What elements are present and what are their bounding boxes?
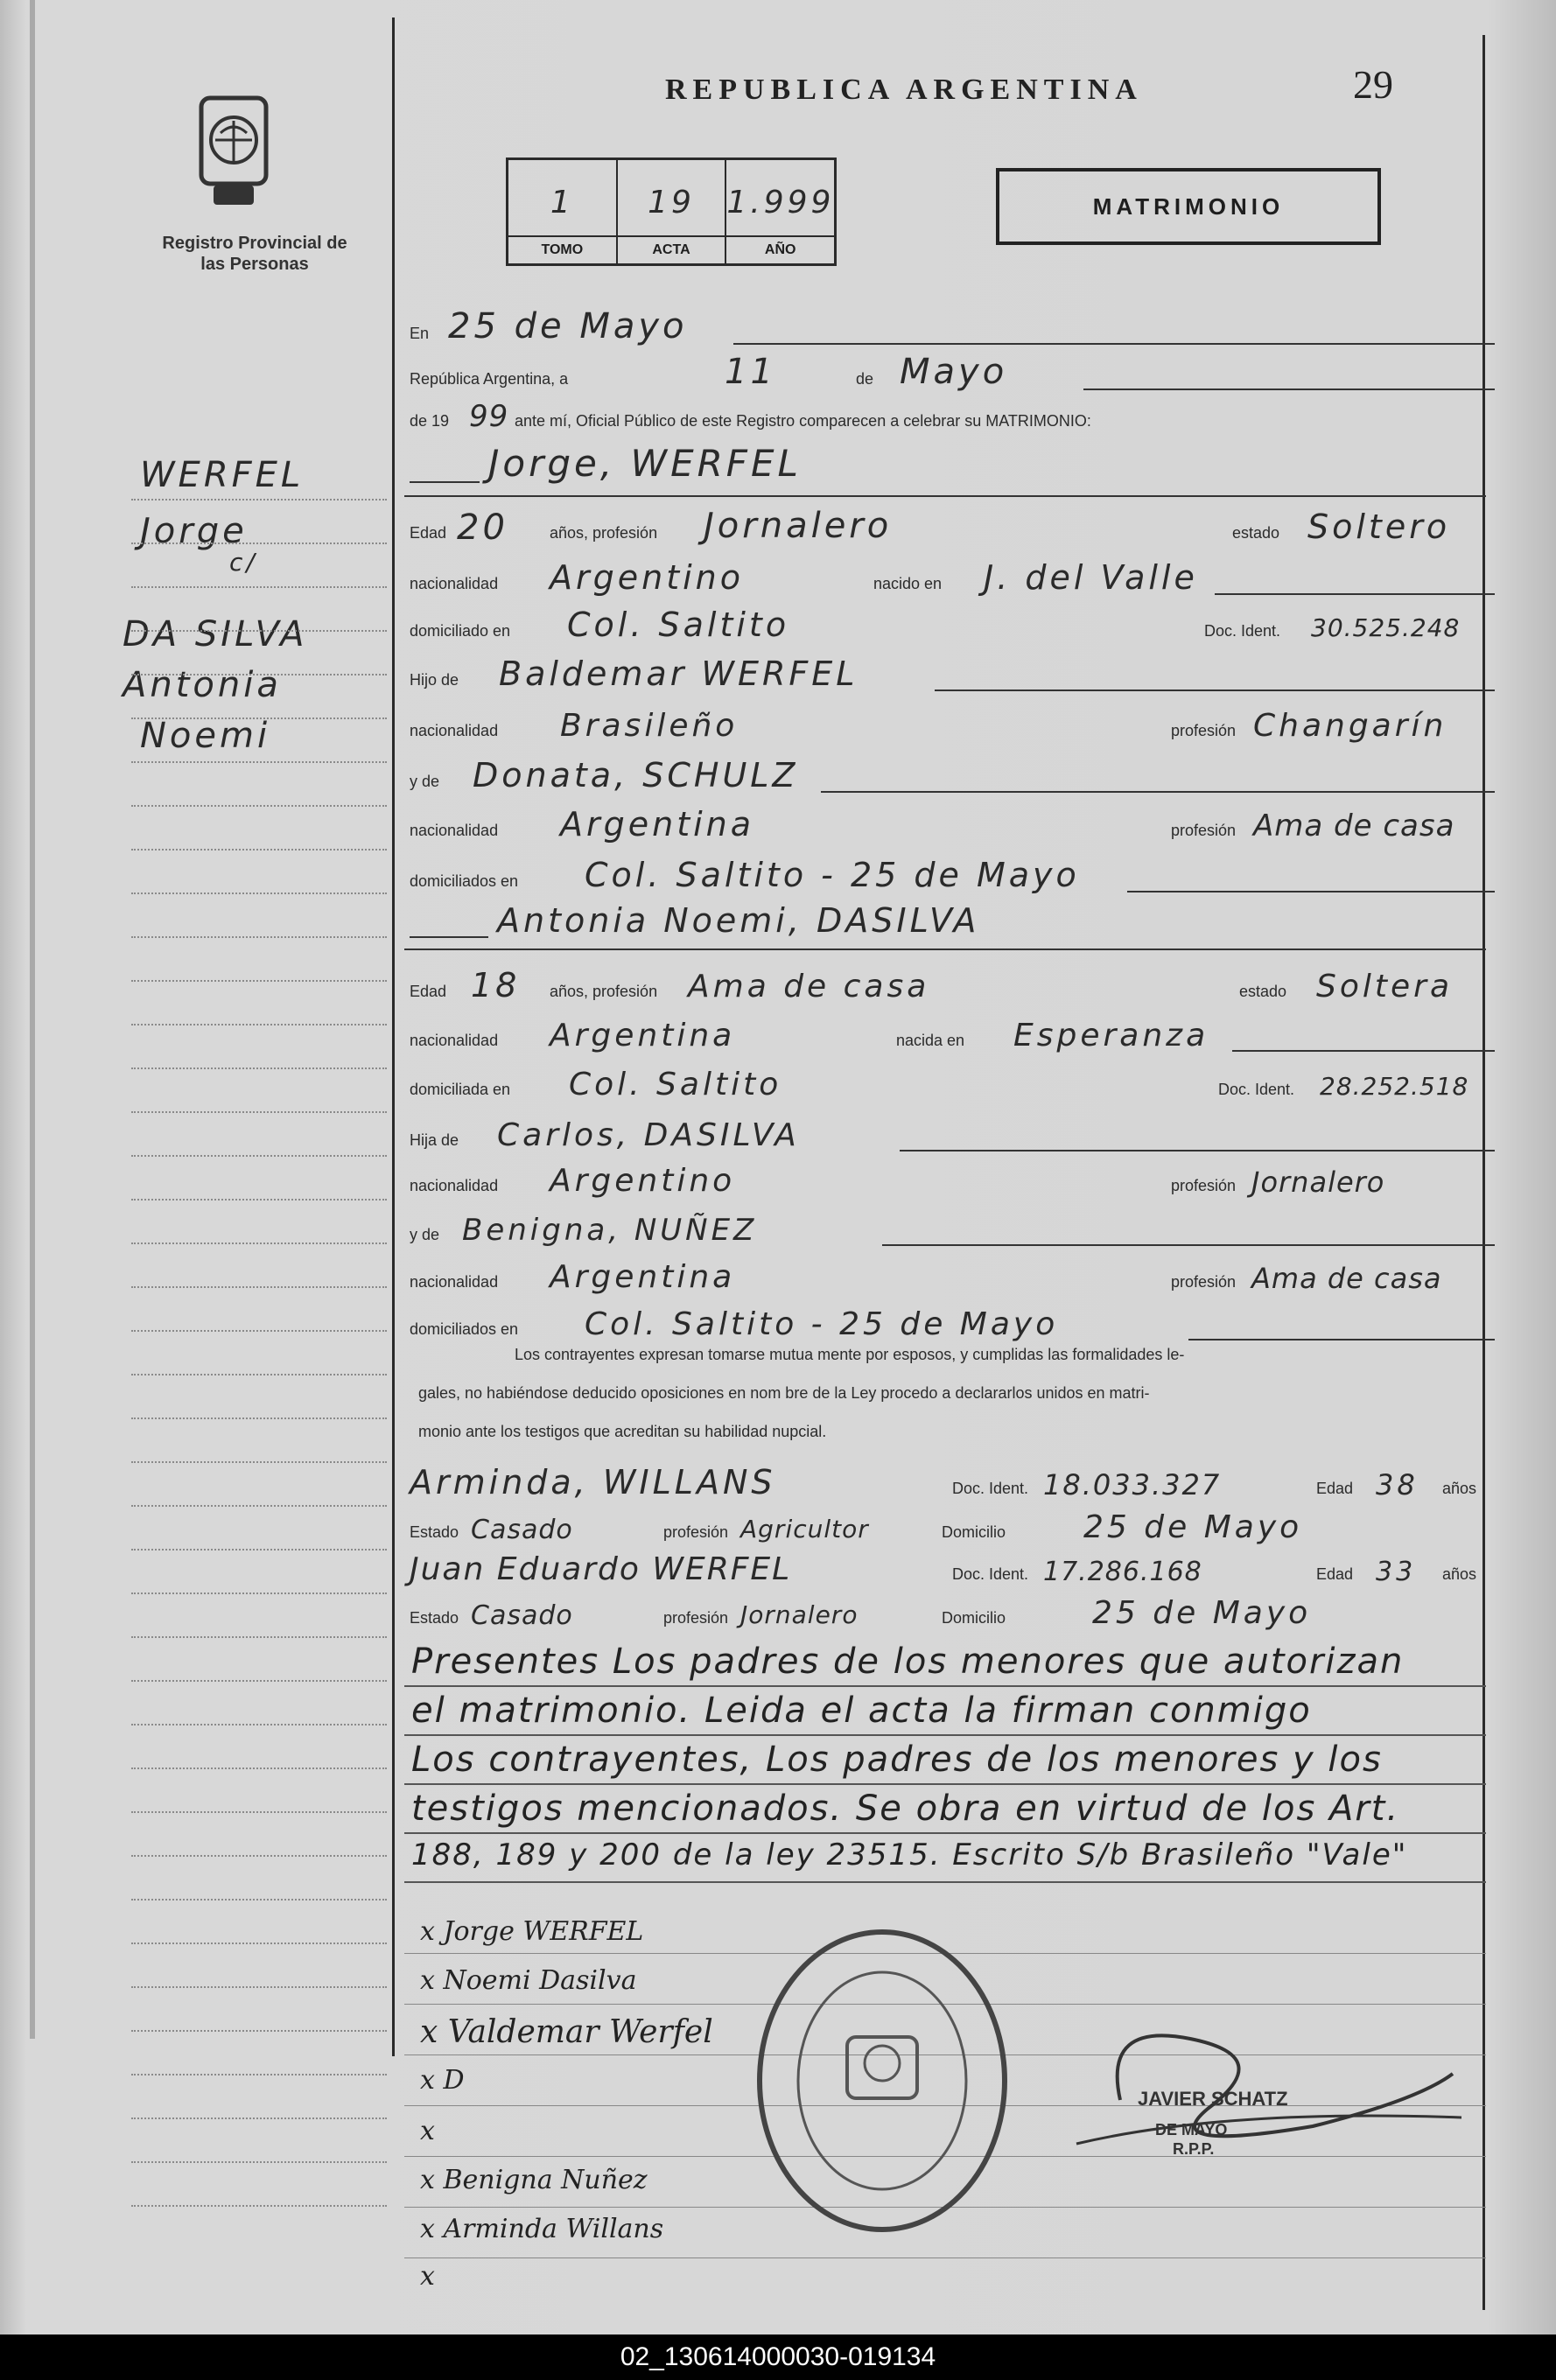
- page-number: 29: [1353, 62, 1393, 107]
- registry-name: Registro Provincial de las Personas: [162, 234, 347, 274]
- groom-mother-profession: Ama de casa: [1253, 808, 1455, 844]
- signature-7: x Arminda Willans: [420, 2214, 664, 2244]
- margin-ruled-line: [131, 1855, 387, 1857]
- margin-ruled-line: [131, 761, 387, 763]
- row-date: [410, 354, 1495, 394]
- row-place: [410, 308, 1495, 348]
- note-line-4: testigos mencionados. Se obra en virtud de los Art.: [411, 1788, 1400, 1829]
- bride-status: Soltera: [1316, 969, 1454, 1004]
- margin-rule: [392, 18, 395, 2056]
- bride-father: Carlos, DASILVA: [497, 1117, 800, 1153]
- bride-doc: 28.252.518: [1320, 1072, 1469, 1101]
- margin-ruled-line: [131, 718, 387, 719]
- margin-ruled-line: [131, 1155, 387, 1157]
- provincial-crest-icon: [198, 94, 270, 210]
- row-bride-mother: y de Benigna, NUÑEZ: [410, 1209, 1495, 1250]
- row-bride-name: [410, 901, 1495, 942]
- margin-ruled-line: [131, 980, 387, 982]
- row-year: [410, 396, 1495, 436]
- witness-1-name: Arminda, WILLANS: [410, 1463, 776, 1502]
- margin-ruled-line: [131, 1374, 387, 1376]
- tomo-box: [508, 160, 618, 263]
- groom-nationality: Argentino: [550, 558, 744, 597]
- margin-ruled-line: [131, 1242, 387, 1244]
- bride-age: 18: [471, 966, 521, 1004]
- row-bride-father-nat: nacionalidad Argentino profesión Jornalero: [410, 1163, 1385, 1199]
- appear-text: ante mí, Oficial Público de este Registro comparecen a celebrar su MATRIMONIO:: [515, 412, 1091, 430]
- margin-ruled-line: [131, 542, 387, 544]
- row-groom-mother-nat: nacionalidad Argentina profesión Ama de casa: [410, 805, 1455, 844]
- official-subtitle: R.P.P.: [1173, 2140, 1215, 2158]
- record-type: MATRIMONIO: [996, 168, 1381, 245]
- margin-ruled-line: [131, 1636, 387, 1638]
- margin-ruled-line: [131, 1111, 387, 1113]
- margin-ruled-line: [131, 2161, 387, 2163]
- witness-1-age: 38: [1376, 1468, 1419, 1502]
- signature-1: x Jorge WERFEL: [420, 1916, 644, 1947]
- margin-ruled-line: [131, 499, 387, 500]
- witness-2-address: 25 de Mayo: [1092, 1595, 1312, 1631]
- bride-profession: Ama de casa: [688, 969, 930, 1004]
- tomo-value: 1: [550, 185, 574, 220]
- row-witness-1-details: Estado Casado profesión Agricultor Domicilio 25 de Mayo: [410, 1509, 1303, 1545]
- ano-value: 1.999: [726, 185, 835, 220]
- margin-ruled-line: [131, 1942, 387, 1944]
- groom-mother: Donata, SCHULZ: [473, 756, 799, 794]
- margin-ruled-line: [131, 1286, 387, 1288]
- row-groom-father-nat: nacionalidad Brasileño profesión Changarín: [410, 708, 1447, 744]
- note-line-3: Los contrayentes, Los padres de los menores y los: [411, 1740, 1383, 1780]
- margin-ruled-line: [131, 586, 387, 588]
- margin-name-bride: Antonia: [123, 665, 282, 705]
- margin-ruled-line: [131, 849, 387, 850]
- margin-ruled-line: [131, 1680, 387, 1682]
- margin-ruled-line: [131, 2118, 387, 2119]
- margin-ruled-line: [131, 1024, 387, 1026]
- label-year-prefix: de 19: [410, 412, 450, 430]
- bride-mother-profession: Ama de casa: [1251, 1262, 1442, 1295]
- official-signature: [1050, 2004, 1470, 2179]
- month-value: Mayo: [900, 352, 1008, 392]
- country-title: REPUBLICA ARGENTINA: [665, 74, 1143, 106]
- ano-label: AÑO: [726, 235, 834, 263]
- tomo-label: TOMO: [508, 235, 616, 263]
- margin-ruled-line: [131, 1899, 387, 1900]
- witness-1-profession: Agricultor: [740, 1515, 869, 1544]
- margin-surname-bride: DA SILVA: [123, 614, 308, 654]
- signature-3: x Valdemar Werfel: [420, 2014, 713, 2050]
- groom-profession: Jornalero: [704, 506, 893, 546]
- place-value: 25 de Mayo: [448, 306, 688, 346]
- year-suffix: 99: [469, 399, 509, 434]
- ano-box: [726, 160, 834, 263]
- witness-2-name: Juan Eduardo WERFEL: [410, 1551, 792, 1587]
- witness-2-profession: Jornalero: [740, 1600, 859, 1629]
- witness-1-doc: 18.033.327: [1043, 1468, 1222, 1502]
- row-groom-age: Edad 20 años, profesión Jornalero estado Soltero: [410, 506, 1451, 548]
- groom-birthplace: J. del Valle: [984, 558, 1198, 597]
- note-line-1: Presentes Los padres de los menores que autorizan: [411, 1642, 1405, 1682]
- official-name: JAVIER SCHATZ: [1138, 2088, 1288, 2110]
- official-title: DE MAYO: [1155, 2121, 1228, 2138]
- official-stamp: [751, 1923, 1013, 2238]
- row-witness-2-details: Estado Casado profesión Jornalero Domicilio 25 de Mayo: [410, 1595, 1312, 1631]
- declaration-text: Los contrayentes expresan tomarse mutua mente por esposos, y cumplidas las formalidades le- gales, no habiéndose deducido oposiciones en nom bre de la Ley procedo a declararlos unidos en matri- monio ante los testigos que acreditan su habilidad nupcial.: [418, 1346, 1185, 1440]
- margin-ruled-line: [131, 1461, 387, 1463]
- bride-father-profession: Jornalero: [1251, 1166, 1385, 1199]
- witness-1-address: 25 de Mayo: [1083, 1509, 1303, 1545]
- label-en: En: [410, 325, 430, 342]
- bride-mother-nationality: Argentina: [550, 1259, 736, 1295]
- row-groom-mother: y de Donata, SCHULZ: [410, 756, 1495, 796]
- row-bride-nationality: nacionalidad Argentina nacida en Esperanza: [410, 1015, 1495, 1055]
- witness-2-age: 33: [1376, 1557, 1417, 1587]
- groom-parents-address: Col. Saltito - 25 de Mayo: [585, 856, 1080, 894]
- note-line-2: el matrimonio. Leida el acta la firman conmigo: [411, 1690, 1312, 1731]
- signature-5: x: [420, 2116, 435, 2146]
- row-bride-father: Hija de Carlos, DASILVA: [410, 1115, 1495, 1155]
- row-groom-nationality: nacionalidad Argentino nacido en J. del Valle: [410, 558, 1495, 598]
- margin-ruled-line: [131, 1418, 387, 1419]
- groom-mother-nationality: Argentina: [560, 805, 755, 844]
- signature-4: x D: [420, 2065, 465, 2096]
- margin-ruled-line: [131, 1986, 387, 1988]
- row-bride-parents-address: domiciliados en Col. Saltito - 25 de Mayo: [410, 1304, 1495, 1344]
- margin-ruled-line: [131, 805, 387, 807]
- margin-surname-groom: WERFEL: [140, 455, 305, 495]
- margin-ruled-line: [131, 1724, 387, 1726]
- bride-parents-address: Col. Saltito - 25 de Mayo: [585, 1306, 1059, 1342]
- bride-birthplace: Esperanza: [1013, 1018, 1209, 1054]
- margin-ruled-line: [131, 1811, 387, 1813]
- bride-father-nationality: Argentino: [550, 1163, 736, 1199]
- margin-ruled-line: [131, 1068, 387, 1069]
- acta-label: ACTA: [618, 235, 725, 263]
- groom-address: Col. Saltito: [567, 606, 790, 644]
- row-bride-mother-nat: nacionalidad Argentina profesión Ama de casa: [410, 1259, 1442, 1295]
- groom-father-nationality: Brasileño: [560, 708, 739, 744]
- row-groom-address: domiciliado en Col. Saltito Doc. Ident. 30.525.248: [410, 606, 1461, 644]
- witness-1-status: Casado: [471, 1515, 573, 1545]
- margin-name-groom: Jorge: [140, 511, 248, 551]
- margin-ruled-line: [131, 1768, 387, 1769]
- row-witness-1: Arminda, WILLANS Doc. Ident. 18.033.327 Edad 38 años: [410, 1463, 1477, 1502]
- row-groom-name: [410, 442, 1495, 486]
- groom-status: Soltero: [1307, 508, 1451, 546]
- margin-ruled-line: [131, 2074, 387, 2076]
- margin-ruled-line: [131, 1549, 387, 1550]
- margin-ruled-line: [131, 1505, 387, 1507]
- row-witness-2: Juan Eduardo WERFEL Doc. Ident. 17.286.168 Edad 33 años: [410, 1551, 1477, 1587]
- margin-ruled-line: [131, 2205, 387, 2207]
- margin-ruled-line: [131, 892, 387, 894]
- bride-nationality: Argentina: [550, 1018, 736, 1054]
- groom-father-profession: Changarín: [1253, 708, 1447, 744]
- margin-ruled-line: [131, 936, 387, 938]
- bride-name: Antonia Noemi, DASILVA: [497, 901, 980, 940]
- acta-value: 19: [648, 185, 695, 220]
- signature-8: x: [420, 2261, 435, 2292]
- groom-doc: 30.525.248: [1311, 613, 1461, 642]
- groom-name: Jorge, WERFEL: [488, 442, 802, 485]
- witness-2-doc: 17.286.168: [1043, 1557, 1202, 1587]
- row-groom-parents-address: domiciliados en Col. Saltito - 25 de Mayo: [410, 856, 1495, 896]
- label-republica: República Argentina, a: [410, 370, 569, 388]
- acta-box: [618, 160, 727, 263]
- groom-age: 20: [457, 508, 508, 548]
- groom-father: Baldemar WERFEL: [499, 654, 859, 693]
- label-de: de: [856, 370, 874, 388]
- row-bride-address: domiciliada en Col. Saltito Doc. Ident. 28.252.518: [410, 1067, 1469, 1102]
- witness-2-status: Casado: [471, 1600, 573, 1631]
- margin-ruled-line: [131, 630, 387, 632]
- scan-footer: 02_130614000030-019134: [0, 2334, 1556, 2380]
- record-id-boxes: [506, 158, 837, 266]
- row-bride-age: Edad 18 años, profesión Ama de casa estado Soltera: [410, 966, 1454, 1004]
- margin-second-name-bride: Noemi: [140, 716, 271, 756]
- margin-ruled-line: [131, 2030, 387, 2032]
- margin-ruled-line: [131, 1592, 387, 1594]
- margin-ruled-line: [131, 674, 387, 676]
- margin-ruled-line: [131, 1199, 387, 1200]
- row-groom-father: Hijo de Baldemar WERFEL: [410, 654, 1495, 695]
- binding-edge: [30, 0, 35, 2039]
- margin-conj: c/: [229, 548, 258, 577]
- day-value: 11: [725, 352, 776, 392]
- bride-mother: Benigna, NUÑEZ: [462, 1213, 758, 1248]
- bride-address: Col. Saltito: [569, 1067, 782, 1102]
- signature-2: x Noemi Dasilva: [420, 1965, 637, 1996]
- note-line-5: 188, 189 y 200 de la ley 23515. Escrito S/b Brasileño "Vale": [411, 1838, 1408, 1872]
- margin-ruled-line: [131, 1330, 387, 1332]
- signature-6: x Benigna Nuñez: [420, 2165, 648, 2195]
